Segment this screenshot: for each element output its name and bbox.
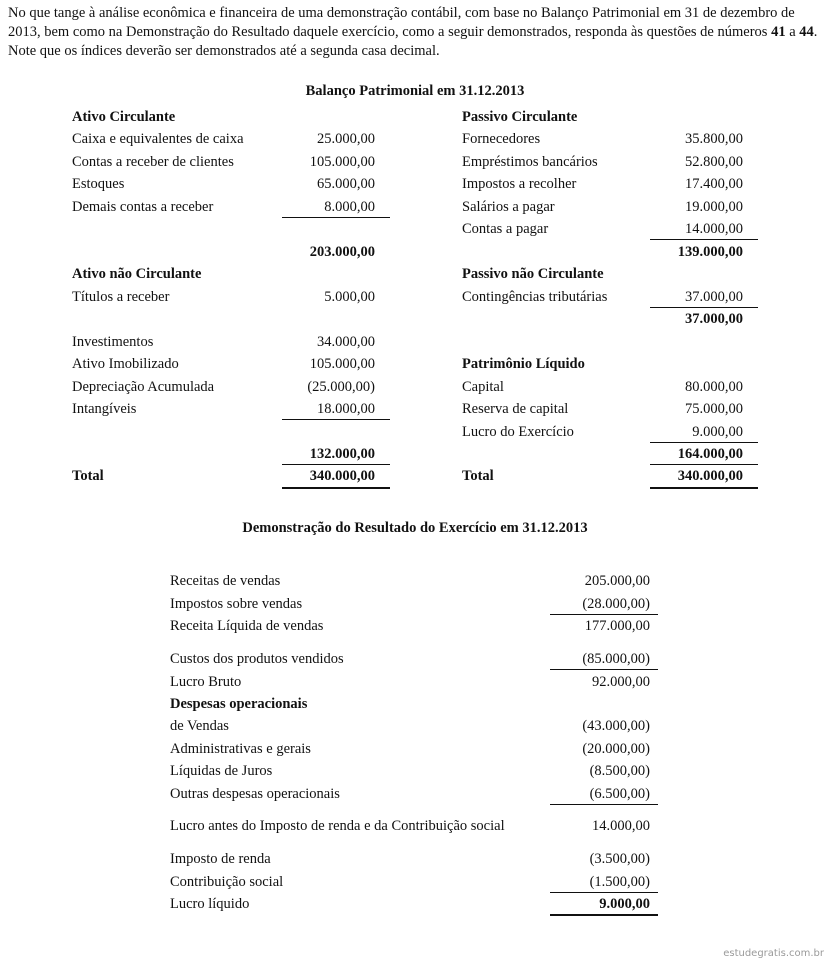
ativo-total-value: 340.000,00 [309,468,375,484]
passivo-item-value: 75.000,00 [685,401,743,417]
income-row-value: (8.500,00) [589,763,650,779]
passivo-item-label: Fornecedores [462,131,541,147]
passivo-item-label: Salários a pagar [462,199,555,215]
net-income-value: 9.000,00 [599,896,650,912]
income-row-label: Outras despesas operacionais [170,786,340,802]
subtotal-rule [550,614,658,615]
passivo-item-label: Contingências tributárias [462,289,608,305]
ativo-item-value: 18.000,00 [317,401,375,417]
subtotal-rule [550,892,658,893]
ativo-item-label: Contas a receber de clientes [72,154,234,170]
subtotal-rule [650,442,758,443]
income-statement-title: Demonstração do Resultado do Exercício em 31.12.2013 [242,520,588,536]
question-from: 41 [771,24,786,40]
ativo-item-value: (25.000,00) [307,379,375,395]
passivo-total-label: Total [462,468,494,484]
ativo-circulante-total: 203.000,00 [309,244,375,260]
ativo-item-label: Títulos a receber [72,289,170,305]
passivo-circulante-heading: Passivo Circulante [462,109,578,125]
ativo-item-label: Caixa e equivalentes de caixa [72,131,244,147]
income-row-label: Líquidas de Juros [170,763,273,779]
income-row-value: (20.000,00) [582,741,650,757]
passivo-item-label: Impostos a recolher [462,176,577,192]
income-row-label: Lucro antes do Imposto de renda e da Contribuição social [170,818,505,834]
subtotal-rule [282,464,390,465]
ativo-nao-circulante-total: 132.000,00 [309,446,375,462]
income-row-value: 92.000,00 [592,674,650,690]
subtotal-rule [550,669,658,670]
income-row-label: Imposto de renda [170,851,271,867]
passivo-item-value: 9.000,00 [692,424,743,440]
income-row-value: (85.000,00) [582,651,650,667]
subtotal-rule [650,239,758,240]
ativo-item-label: Demais contas a receber [72,199,214,215]
income-row-value: 14.000,00 [592,818,650,834]
ativo-item-label: Estoques [72,176,125,192]
ativo-item-value: 65.000,00 [317,176,375,192]
passivo-nao-circulante-heading: Passivo não Circulante [462,266,604,282]
income-section-heading: Despesas operacionais [170,696,308,712]
total-rule [282,487,390,489]
passivo-item-value: 35.800,00 [685,131,743,147]
total-rule [650,487,758,489]
income-row-value: (43.000,00) [582,718,650,734]
subtotal-rule [282,217,390,218]
intro-text: No que tange à análise econômica e financeira de uma demonstração contábil, com base no Balanço Patrimonial em 31 de dezembro de 2013, bem como na Demonstração do Resultado daquele exercício, como a seguir demonstrados, responda às questões de números [8,5,795,40]
intro-paragraph [8,4,820,61]
passivo-item-value: 14.000,00 [685,221,743,237]
passivo-item-label: Contas a pagar [462,221,549,237]
passivo-item-label: Reserva de capital [462,401,569,417]
ativo-item-label: Depreciação Acumulada [72,379,215,395]
ativo-item-label: Investimentos [72,334,154,350]
income-row-label: Custos dos produtos vendidos [170,651,344,667]
income-row-label: Lucro líquido [170,896,250,912]
income-row-value: (1.500,00) [589,874,650,890]
passivo-item-value: 52.800,00 [685,154,743,170]
ativo-item-label: Intangíveis [72,401,137,417]
ativo-item-value: 105.000,00 [309,356,375,372]
passivo-item-label: Lucro do Exercício [462,424,574,440]
ativo-item-value: 5.000,00 [324,289,375,305]
income-row-value: (3.500,00) [589,851,650,867]
passivo-item-value: 37.000,00 [685,289,743,305]
income-row-label: Contribuição social [170,874,284,890]
income-row-label: Impostos sobre vendas [170,596,303,612]
income-row-label: Lucro Bruto [170,674,242,690]
balance-sheet-title: Balanço Patrimonial em 31.12.2013 [305,83,525,99]
intro-text-end: . Note que os índices deverão ser demonstrados até a segunda casa decimal. [8,24,818,59]
passivo-total-value: 340.000,00 [677,468,743,484]
patrimonio-liquido-total: 164.000,00 [677,446,743,462]
income-row-value: 205.000,00 [584,573,650,589]
question-to: 44 [799,24,814,40]
income-row-value: (6.500,00) [589,786,650,802]
subtotal-rule [650,464,758,465]
ativo-circulante-heading: Ativo Circulante [72,109,176,125]
passivo-item-label: Empréstimos bancários [462,154,598,170]
passivo-nao-circulante-total: 37.000,00 [685,311,743,327]
ativo-item-value: 25.000,00 [317,131,375,147]
passivo-item-value: 19.000,00 [685,199,743,215]
income-row-label: Receita Líquida de vendas [170,618,324,634]
income-row-label: de Vendas [170,718,229,734]
income-row-value: (28.000,00) [582,596,650,612]
passivo-circulante-total: 139.000,00 [677,244,743,260]
patrimonio-liquido-heading: Patrimônio Líquido [462,356,585,372]
subtotal-rule [282,419,390,420]
watermark: estudegratis.com.br [723,948,824,959]
ativo-item-value: 8.000,00 [324,199,375,215]
ativo-item-value: 34.000,00 [317,334,375,350]
passivo-item-value: 80.000,00 [685,379,743,395]
income-row-value: 177.000,00 [584,618,650,634]
income-row-label: Receitas de vendas [170,573,281,589]
income-row-label: Administrativas e gerais [170,741,311,757]
total-rule [550,914,658,916]
passivo-item-label: Capital [462,379,504,395]
subtotal-rule [550,804,658,805]
ativo-nao-circulante-heading: Ativo não Circulante [72,266,202,282]
ativo-item-value: 105.000,00 [309,154,375,170]
ativo-total-label: Total [72,468,104,484]
intro-connector: a [785,24,800,40]
subtotal-rule [650,307,758,308]
passivo-item-value: 17.400,00 [685,176,743,192]
ativo-item-label: Ativo Imobilizado [72,356,179,372]
